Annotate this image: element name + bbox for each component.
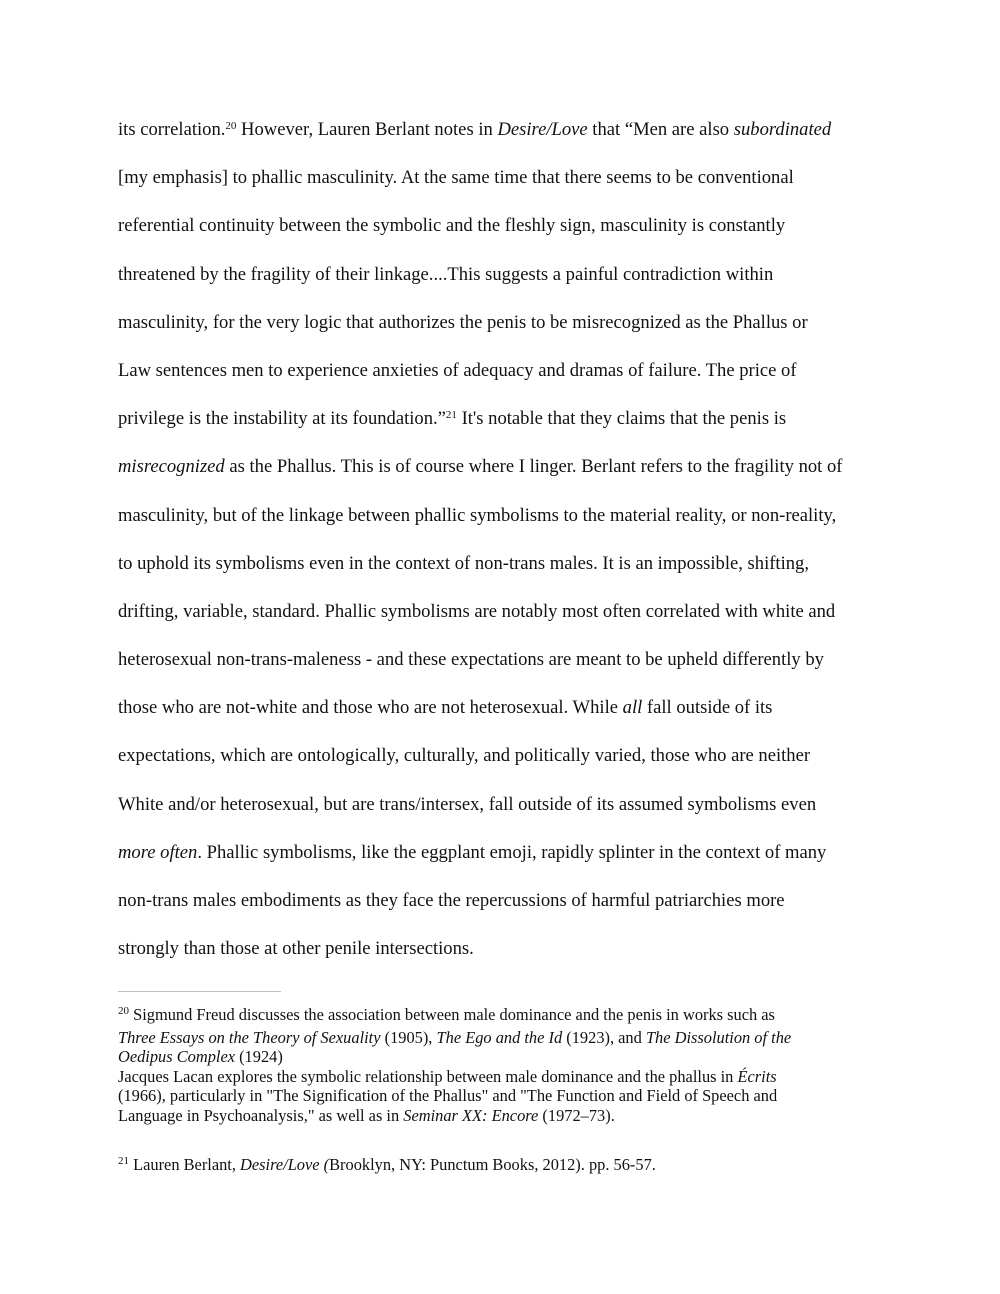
italic-text: The Dissolution of the bbox=[645, 1027, 792, 1047]
text-run: strongly than those at other penile intersections. bbox=[118, 938, 474, 960]
italic-text: Oedipus Complex bbox=[118, 1047, 235, 1067]
footnote-line bbox=[118, 1028, 918, 1048]
text-run: to uphold its symbolisms even in the context of non-trans males. It is an impossible, shifting, bbox=[118, 552, 810, 574]
text-line bbox=[118, 643, 918, 691]
footnote-marker: 21 bbox=[118, 1154, 129, 1167]
text-line bbox=[118, 595, 918, 643]
text-run: fall outside of its bbox=[642, 697, 773, 719]
text-line bbox=[118, 932, 918, 980]
text-line bbox=[118, 306, 918, 354]
text-line bbox=[118, 499, 918, 547]
text-run: masculinity, but of the linkage between phallic symbolisms to the material reality, or non-reality, bbox=[118, 504, 837, 526]
footnotes bbox=[118, 1005, 918, 1177]
text-line bbox=[118, 161, 918, 209]
text-line bbox=[118, 836, 918, 884]
text-line bbox=[118, 739, 918, 787]
text-run: that “Men are also bbox=[587, 119, 734, 140]
text-run: (1923), and bbox=[562, 1027, 646, 1047]
footnote-line bbox=[118, 1005, 918, 1028]
text-run: expectations, which are ontologically, culturally, and politically varied, those who are neither bbox=[118, 745, 811, 767]
text-run: (1966), particularly in "The Signification of the Phallus" and "The Function and Field of Speech and bbox=[118, 1086, 778, 1106]
italic-text: all bbox=[622, 697, 643, 719]
footnote-line bbox=[118, 1047, 918, 1067]
text-run: It's notable that they claims that the penis is bbox=[456, 408, 787, 430]
text-run: Lauren Berlant, bbox=[129, 1154, 241, 1174]
italic-text: Écrits bbox=[737, 1066, 777, 1086]
text-run: privilege is the instability at its foundation.” bbox=[118, 408, 446, 430]
text-run: [my emphasis] to phallic masculinity. At the same time that there seems to be conventional bbox=[118, 167, 794, 189]
text-run: drifting, variable, standard. Phallic symbolisms are notably most often correlated with white and bbox=[118, 600, 836, 622]
footnote-marker: 20 bbox=[118, 1005, 129, 1017]
body-paragraph bbox=[118, 113, 918, 980]
italic-text: Three Essays on the Theory of Sexuality bbox=[118, 1027, 381, 1047]
text-run: White and/or heterosexual, but are trans/intersex, fall outside of its assumed symbolisms even bbox=[118, 793, 817, 815]
text-line bbox=[118, 113, 918, 161]
text-line bbox=[118, 209, 918, 257]
text-line bbox=[118, 691, 918, 739]
footnote-line bbox=[118, 1086, 918, 1106]
text-run: those who are not-white and those who are not heterosexual. While bbox=[118, 697, 623, 719]
footnote-20 bbox=[118, 1005, 918, 1126]
text-line bbox=[118, 354, 918, 402]
italic-text: misrecognized bbox=[118, 456, 225, 478]
footnote-line bbox=[118, 1106, 918, 1126]
footnote-marker: 20 bbox=[225, 120, 237, 132]
italic-text: subordinated bbox=[733, 119, 832, 140]
text-run: (1924) bbox=[235, 1047, 283, 1067]
footnote-line bbox=[118, 1155, 918, 1178]
text-line bbox=[118, 547, 918, 595]
text-line bbox=[118, 788, 918, 836]
text-run: . Phallic symbolisms, like the eggplant emoji, rapidly splinter in the context of many bbox=[197, 841, 827, 863]
text-run: Law sentences men to experience anxieties of adequacy and dramas of failure. The price of bbox=[118, 359, 797, 381]
footnote-marker: 21 bbox=[445, 409, 457, 422]
footnote-separator bbox=[118, 991, 281, 992]
text-line bbox=[118, 884, 918, 932]
text-run: heterosexual non-trans-maleness - and these expectations are meant to be upheld differently by bbox=[118, 649, 824, 671]
italic-text: The Ego and the Id bbox=[436, 1027, 563, 1047]
text-run: Language in Psychoanalysis," as well as in bbox=[118, 1105, 404, 1125]
text-run: masculinity, for the very logic that authorizes the penis to be misrecognized as the Phallus or bbox=[118, 311, 808, 333]
footnote-line bbox=[118, 1067, 918, 1087]
text-line bbox=[118, 258, 918, 306]
text-run: its correlation. bbox=[118, 119, 226, 140]
text-line bbox=[118, 402, 918, 450]
text-run: Jacques Lacan explores the symbolic relationship between male dominance and the phallus in bbox=[118, 1066, 738, 1086]
text-run: (1972–73). bbox=[538, 1105, 615, 1125]
italic-text: Desire/Love ( bbox=[240, 1154, 330, 1174]
text-run: Brooklyn, NY: Punctum Books, 2012). pp. 56-57. bbox=[329, 1154, 656, 1174]
italic-text: Desire/Love bbox=[497, 119, 588, 140]
text-run: referential continuity between the symbolic and the fleshly sign, masculinity is constantly bbox=[118, 215, 786, 237]
text-run: as the Phallus. This is of course where I linger. Berlant refers to the fragility not of bbox=[224, 456, 843, 478]
italic-text: Seminar XX: Encore bbox=[403, 1105, 539, 1125]
footnote-21 bbox=[118, 1155, 918, 1178]
text-run: threatened by the fragility of their linkage....This suggests a painful contradiction within bbox=[118, 263, 774, 285]
text-run: non-trans males embodiments as they face the repercussions of harmful patriarchies more bbox=[118, 890, 785, 911]
text-run: However, Lauren Berlant notes in bbox=[236, 119, 498, 140]
italic-text: more often bbox=[118, 841, 198, 863]
text-run: (1905), bbox=[380, 1027, 437, 1047]
text-line bbox=[118, 450, 918, 498]
text-run: Sigmund Freud discusses the association between male dominance and the penis in works such as bbox=[129, 1005, 775, 1024]
